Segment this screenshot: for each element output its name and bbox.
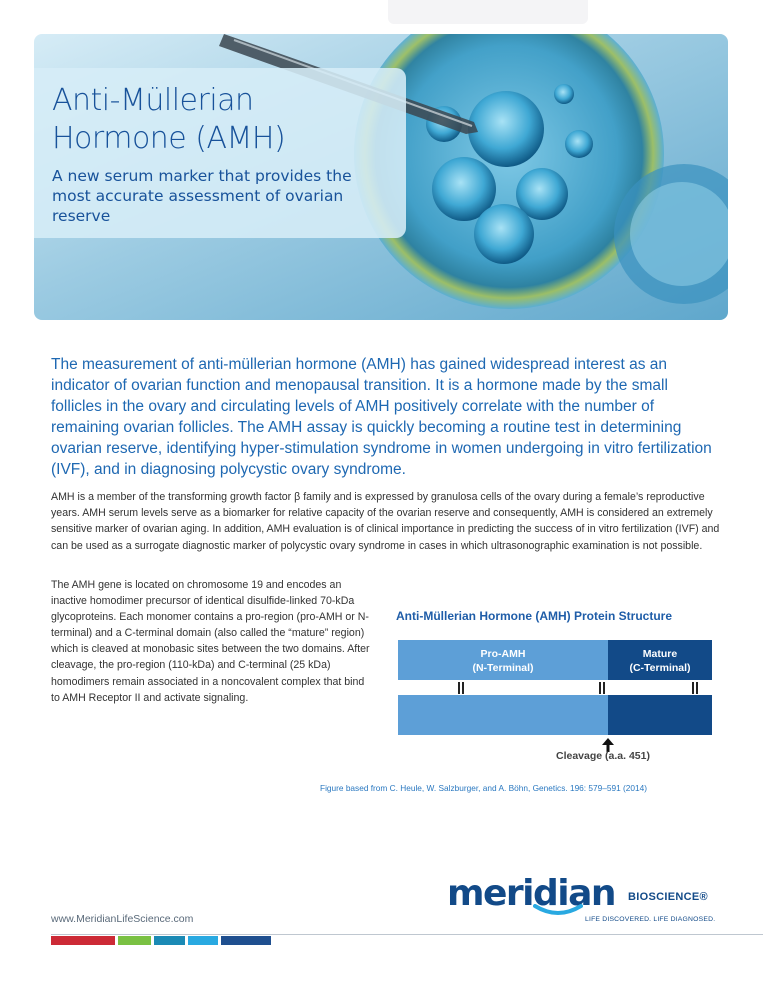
disulfide-bond-3 [692,682,698,694]
disulfide-bond-1 [458,682,464,694]
mature-label [608,647,712,675]
logo-smile-icon [533,904,583,918]
color-stripe-navy [221,936,271,945]
disulfide-bond-2 [599,682,605,694]
page-subtitle: A new serum marker that provides the most accurate assessment of ovarian reserve [52,167,352,225]
page-title: Anti-Müllerian Hormone (AMH) [52,83,286,156]
color-stripe-red [51,936,115,945]
body-paragraph-2: AMH is a member of the transforming growth factor β family and is expressed by granulosa cells of the ovary during a female’s reproductive years. AMH serum levels serve as a biomarker for relative capacity of the ovarian reserve and consequently, AMH is considered an extremely sensitive marker of ovarian aging. In addition, AMH evaluation is of clinical importance in predicting the success of in vitro fertilization (IVF) and can be used as a surrogate diagnostic marker of polycystic ovary syndrome in cases in which ultrasonographic examination is not possible. [51,491,720,552]
footer-divider [51,934,763,935]
body-paragraph-3: The AMH gene is located on chromosome 19 and encodes an inactive homodimer precursor of identical disulfide-linked 70-kDa glycoproteins. Each monomer contains a pro-region (pro-AMH or N-terminal) and a C-terminal domain (also called the “mature” region) which is cleaved at monobasic sites between the two domains. After cleavage, the pro-region (110-kDa) and C-terminal (25 kDa) homodimers remain associated in a noncovalent complex that bind to AMH Receptor II and activate signaling. [51,579,370,704]
website-link[interactable]: www.MeridianLifeScience.com [51,913,194,925]
logo-suffix: BIOSCIENCE® [628,891,708,903]
pro-amh-label-line-2: (N-Terminal) [472,662,534,674]
lead-paragraph: The measurement of anti-müllerian hormone (AMH) has gained widespread interest as an indicator of ovarian function and menopausal transition. It is a hormone made by the small follicles in the ovary and circulating levels of AMH positively correlate with the number of remaining ovarian follicles. The AMH assay is quickly becoming a routine test in determining ovarian reserve, identifying hyper-stimulation syndrome in women undergoing in vitro fertilization (IVF), and in diagnosing polycystic ovary syndrome. [51,356,712,478]
logo-wordmark: meridian [447,873,616,914]
figure-title: Anti-Müllerian Hormone (AMH) Protein Structure [396,609,673,623]
mature-label-line-1: Mature [642,648,678,660]
pro-amh-label [398,647,608,675]
mature-segment-bottom [608,695,712,735]
top-tab-shadow [388,0,588,24]
logo-tagline: LIFE DISCOVERED. LIFE DIAGNOSED. [585,916,716,923]
figure-citation: Figure based from C. Heule, W. Salzburger, and A. Böhn, Genetics. 196: 579–591 (2014) [320,783,647,793]
pro-amh-label-line-1: Pro-AMH [480,648,526,660]
pro-amh-segment-bottom [398,695,608,735]
color-stripe-cyan [188,936,218,945]
cleavage-label: Cleavage (a.a. 451) [556,750,650,762]
mature-label-line-2: (C-Terminal) [629,662,691,674]
color-stripe-teal [154,936,185,945]
color-stripe-green [118,936,151,945]
